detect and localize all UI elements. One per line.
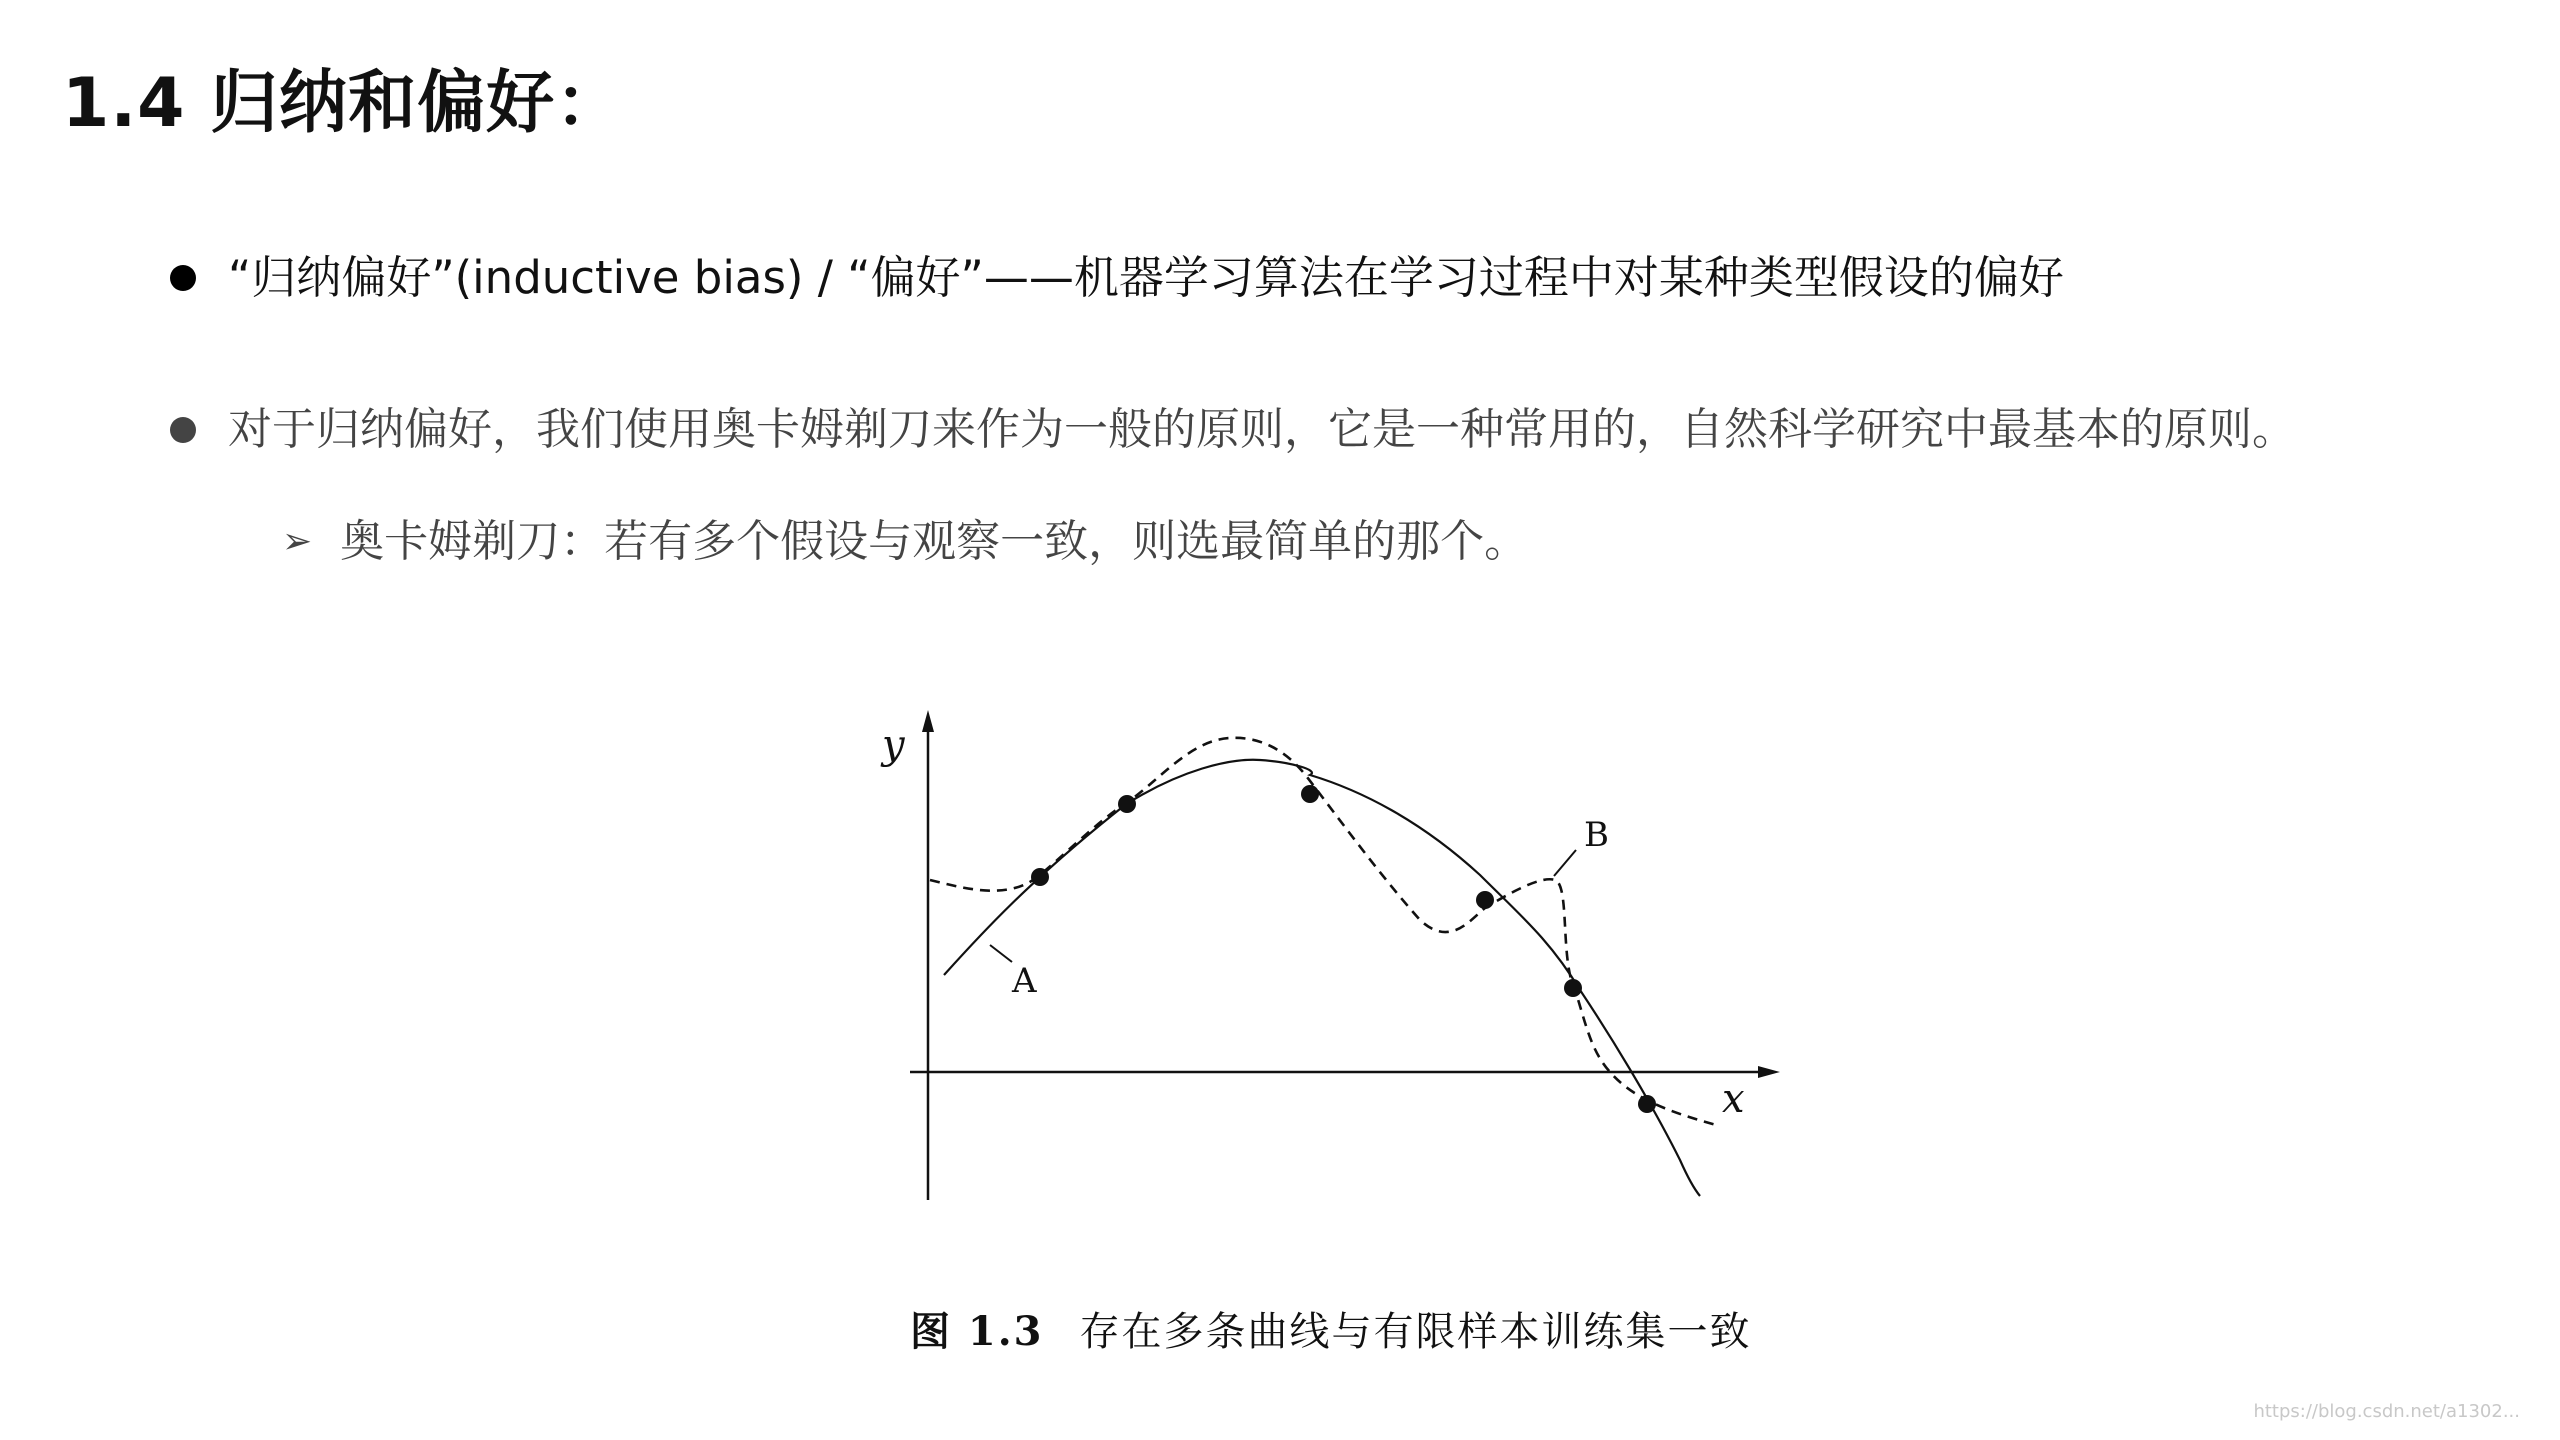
label-a-leader <box>990 945 1012 962</box>
bullet-dot-icon <box>170 417 196 443</box>
x-axis-arrow-icon <box>1758 1066 1780 1078</box>
watermark: https://blog.csdn.net/a1302... <box>2253 1401 2520 1422</box>
label-b-leader <box>1554 850 1576 876</box>
bullet-text: “归纳偏好”(inductive bias) / “偏好”——机器学习算法在学习过程中对某种类型假设的偏好 <box>228 251 2064 304</box>
y-axis-arrow-icon <box>922 710 934 732</box>
curve-b-label: B <box>1584 815 1609 855</box>
figure-caption-text: 存在多条曲线与有限样本训练集一致 <box>1079 1309 1752 1355</box>
arrow-bullet-icon: ➢ <box>282 521 313 562</box>
bullet-inductive-bias <box>170 251 2064 304</box>
sample-point <box>1476 891 1494 909</box>
sample-point <box>1564 979 1582 997</box>
figure-number: 图 1.3 <box>910 1308 1044 1355</box>
y-axis-label: y <box>882 722 905 768</box>
bullet-dot-icon <box>170 265 196 291</box>
curve-a-label: A <box>1012 961 1037 1001</box>
bullet-occam-principle <box>170 404 2296 455</box>
bullet-text: 对于归纳偏好，我们使用奥卡姆剃刀来作为一般的原则，它是一种常用的，自然科学研究中最基本的原则。 <box>228 404 2296 455</box>
sub-bullet-text: 奥卡姆剃刀：若有多个假设与观察一致，则选最简单的那个。 <box>340 516 1529 567</box>
sample-point <box>1031 868 1049 886</box>
sub-bullet-occam-razor <box>282 516 1529 567</box>
figure-caption <box>910 1300 1752 1357</box>
x-axis-label: x <box>1722 1076 1745 1122</box>
slide-title: 1.4 归纳和偏好： <box>62 64 625 143</box>
sample-point <box>1301 785 1319 803</box>
curve-b <box>930 738 1720 1126</box>
sample-point <box>1638 1095 1656 1113</box>
figure-curves-diagram <box>860 700 1800 1240</box>
sample-point <box>1118 795 1136 813</box>
